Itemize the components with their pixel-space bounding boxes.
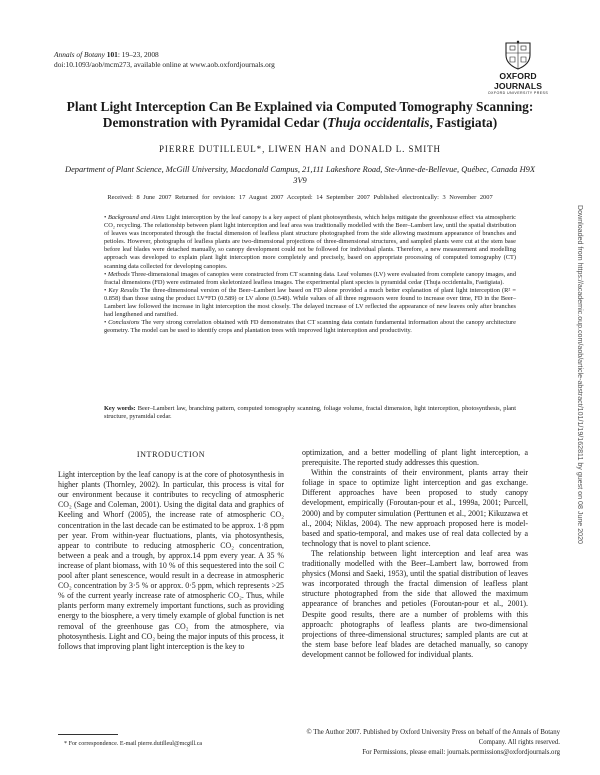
title-line-1: Plant Light Interception Can Be Explained via Computed Tomography Scanning:	[66, 99, 534, 114]
abstract-conclusions	[104, 319, 516, 335]
download-stamp	[573, 205, 585, 565]
download-stamp-text: Downloaded from https://academic.oup.com/aob/article-abstract/101/1/19/162811 by guest on 08 June 2020	[576, 205, 584, 545]
title-line-2-part-b: , Fastigiata)	[429, 115, 498, 130]
journal-meta	[54, 50, 275, 70]
body-column-right	[302, 448, 528, 660]
abstract-conclusions-text: The very strong correlation obtained with FD demonstrates that CT scanning data contain fundamental information about the canopy architecture geometry. The model can be used to identify crops and plantation trees with improved light interception and productivity.	[104, 319, 516, 335]
abstract	[104, 214, 516, 335]
abstract-results	[104, 287, 516, 319]
author-list: PIERRE DUTILLEUL*, LIWEN HAN and DONALD L. SMITH	[159, 144, 441, 154]
publication-history: Received: 8 June 2007 Returned for revision: 17 August 2007 Accepted: 14 September 2007 Published electronically: 3 November 2007	[107, 194, 493, 201]
title-line-2	[40, 115, 560, 131]
permissions-line: For Permissions, please email: journals.permissions@oxfordjournals.org	[362, 749, 560, 756]
intro-paragraph-1-continued: optimization, and a better modelling of plant light interception, a prerequisite. The reported study addresses this question.	[302, 448, 528, 468]
abstract-background-text: Light interception by the leaf canopy is a key aspect of plant photosynthesis, which helps mitigate the greenhouse effect via atmospheric CO₂ recycling. The relationship between plant light interception and leaf area was traditionally modelled with the Beer–Lambert law, until the spatial distribution of leaves was incorporated through the fractal dimension of leafless plant structure photographed from the side allowing maximum appearance of branches and petioles. However, photographs of leafless plants are two-dimensional projections of three-dimensional structures, and sampled plants were cut at the stem base before leaf blades were detached manually, so canopy development could not be followed for individual plants. Therefore, a new measurement and modelling approach was developed to explain plant light interception more completely and precisely, based on appropriate processing of computed tomography (CT) scanning data collected for developing canopies.	[104, 214, 516, 270]
abstract-results-text: The three-dimensional version of the Beer–Lambert law based on FD alone provided a much better explanation of plant light interception (R² = 0.858) than those using the product LV*FD (0.589) or LV alone (0.548). While values of all three regressors were found to increase over time, FD in the Beer–Lambert law followed the increase in light interception the most closely. The delayed increase of LV reflected the appearance of new leaves only after branches had lengthened and ramified.	[104, 286, 516, 319]
abstract-conclusions-head: • Conclusions	[104, 319, 140, 327]
journal-pages: : 19–23, 2008	[117, 50, 159, 59]
journal-doi[interactable]: doi:10.1093/aob/mcm273, available online at www.aob.oxfordjournals.org	[54, 60, 275, 69]
affiliation: Department of Plant Science, McGill University, Macdonald Campus, 21,111 Lakeshore Road, Ste-Anne-de-Bellevue, Québec, Canada H9X 3V9	[65, 165, 535, 185]
abstract-results-head: • Key Results	[104, 286, 139, 294]
correspondence-footnote: * For correspondence. E-mail pierre.dutilleul@mcgill.ca	[64, 741, 203, 747]
abstract-background-head: • Background and Aims	[104, 214, 165, 221]
copyright-notice	[290, 728, 560, 758]
footnote-divider	[58, 734, 118, 735]
journal-citation	[54, 50, 275, 60]
abstract-methods	[104, 271, 516, 287]
publisher-logo	[478, 40, 558, 95]
intro-paragraph-2: Within the constraints of their environment, plants array their foliage in space to optimize light interception and gas exchange. Different approaches have been proposed to study canopy development, empirically (Foroutan-pour et al., 1999a, 2001; Purcell, 2000) and by computer simulation (Perttunen et al., 2001; Kikuzawa et al., 2004; Niklas, 2004). The new approach proposed here is model-based and spatio-temporal, and makes use of real data collected by a technology that is novel to plant science.	[302, 468, 528, 548]
abstract-methods-head: • Methods	[104, 270, 130, 278]
title-species: Thuja occidentalis	[327, 115, 430, 130]
journal-name: Annals of Botany	[54, 50, 105, 59]
keywords-text: Beer–Lambert law, branching pattern, computed tomography scanning, foliage volume, fractal dimension, light interception, photosynthesis, plant structure, pyramidal cedar.	[104, 405, 516, 421]
article-title	[40, 99, 560, 131]
copyright-line-1: © The Author 2007. Published by Oxford University Press on behalf of the Annals of Botany Company. All rights reserved.	[306, 729, 560, 746]
keywords-head: Key words:	[104, 405, 136, 412]
intro-paragraph-3: The relationship between light interception and leaf area was traditionally modelled with the Beer–Lambert law, borrowed from physics (Monsi and Saeki, 1953), until the spatial distribution of leaves was incorporated through the fractal dimension of leafless plant structure photographed from the side that allowed the maximum appearance of branches and petioles (Foroutan-pour et al., 2001). Despite good results, there are a number of problems with this approach: photographs of leafless plants are two-dimensional projections of three-dimensional structures; sampled plants are cut at the stem base before leaf blades are detached manually, so canopy development cannot be followed for individual plants.	[302, 548, 528, 659]
abstract-methods-text: Three-dimensional images of canopies were constructed from CT scanning data. Leaf volumes (LV) were evaluated from complete canopy images, and fractal dimensions (FD) were estimated from skeletonized leafless images. The experimental plant species is pyramidal cedar (Thuja occidentalis, Fastigiata).	[104, 270, 516, 286]
intro-paragraph-1: Light interception by the leaf canopy is at the core of photosynthesis in higher plants (Thornley, 2002). In particular, this process is vital for our environment because it contributes to recycling of atmospheric CO₂ (Sage and Coleman, 2001). Using the digital data and graphics of Keeling and Whorf (2005), the increase rate of atmospheric CO₂ concentration in the last decade can be estimated to be approx. 1·8 ppm per year. From within-year fluctuations, plants, via photosynthesis, appear to contribute to reducing atmospheric CO₂ concentration, between a peak and a trough, by approx.14 ppm every year. A 35 % increase of plant biomass, with 10 % of this sequestered into the soil C pool after plant senescence, would result in a decrease in atmospheric CO₂ concentration by 3·5 % or approx. 0·5 ppm, which represents >25 % of the current yearly increase rate of atmospheric CO₂. Thus, while plants perform many extremely important functions, such as providing energy to the biosphere, a very timely example of global function is net removal of the greenhouse gas CO₂ from the atmosphere, via photosynthesis. Light and CO₂ being the major inputs of this process, it follows that improving plant light interception is the key to	[58, 470, 284, 651]
oxford-crest-icon	[501, 40, 535, 70]
abstract-background	[104, 214, 516, 271]
section-heading-introduction: INTRODUCTION	[136, 450, 206, 459]
journal-volume: 101	[106, 50, 118, 59]
publisher-name: OXFORD JOURNALS	[493, 71, 543, 91]
keywords	[104, 405, 516, 421]
publisher-subtitle: OXFORD UNIVERSITY PRESS	[487, 91, 549, 95]
body-column-left	[58, 450, 284, 652]
title-line-2-part-a: Demonstration with Pyramidal Cedar (	[102, 115, 328, 130]
